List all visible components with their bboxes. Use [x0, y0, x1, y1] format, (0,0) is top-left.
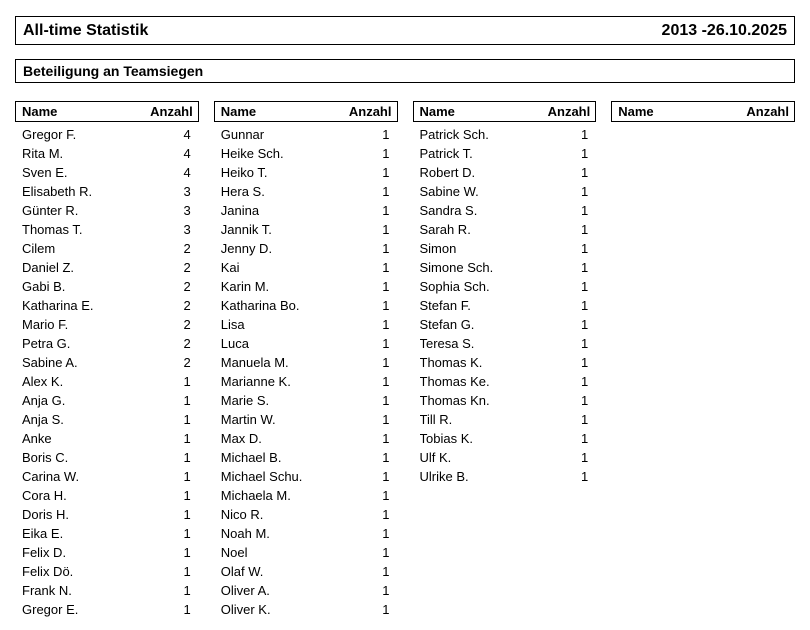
table-row — [413, 372, 597, 391]
row-name: Cilem — [22, 241, 56, 256]
table-row — [413, 410, 597, 429]
row-count: 1 — [382, 260, 390, 275]
table-row — [15, 600, 199, 619]
row-count: 1 — [382, 564, 390, 579]
stats-columns — [15, 101, 795, 619]
row-name: Marianne K. — [220, 374, 291, 389]
row-count: 1 — [382, 355, 390, 370]
row-count: 1 — [382, 469, 390, 484]
row-name: Felix Dö. — [22, 564, 74, 579]
row-count: 1 — [581, 222, 589, 237]
table-row — [214, 372, 398, 391]
row-count: 4 — [183, 127, 191, 142]
row-name: Stefan F. — [419, 298, 471, 313]
row-name: Noah M. — [220, 526, 270, 541]
table-row — [15, 277, 199, 296]
table-row — [15, 372, 199, 391]
row-count: 4 — [183, 146, 191, 161]
table-row — [214, 239, 398, 258]
row-name: Cora H. — [22, 488, 67, 503]
row-name: Alex K. — [22, 374, 64, 389]
row-count: 1 — [382, 526, 390, 541]
row-name: Hera S. — [220, 184, 265, 199]
stats-column-3 — [413, 101, 597, 619]
row-name: Gunnar — [220, 127, 265, 142]
row-count: 1 — [581, 374, 589, 389]
row-name: Eika E. — [22, 526, 64, 541]
table-row — [15, 429, 199, 448]
row-name: Anke — [22, 431, 52, 446]
row-count: 1 — [382, 146, 390, 161]
stats-column-4 — [611, 101, 795, 619]
table-row — [413, 467, 597, 486]
table-row — [15, 467, 199, 486]
table-row — [15, 543, 199, 562]
count-column-header: Anzahl — [547, 104, 591, 119]
row-name: Kai — [220, 260, 240, 275]
row-name: Olaf W. — [220, 564, 264, 579]
table-row — [214, 505, 398, 524]
row-name: Stefan G. — [419, 317, 475, 332]
row-count: 2 — [183, 336, 191, 351]
row-count: 1 — [382, 336, 390, 351]
row-name: Patrick Sch. — [419, 127, 489, 142]
row-count: 4 — [183, 165, 191, 180]
row-name: Anja G. — [22, 393, 66, 408]
column-rows — [214, 125, 398, 619]
row-count: 1 — [183, 393, 191, 408]
table-row — [15, 258, 199, 277]
row-name: Thomas T. — [22, 222, 83, 237]
table-row — [214, 429, 398, 448]
row-count: 1 — [382, 393, 390, 408]
table-row — [15, 315, 199, 334]
stats-column-1 — [15, 101, 199, 619]
row-name: Tobias K. — [419, 431, 473, 446]
table-row — [15, 201, 199, 220]
row-name: Ulrike B. — [419, 469, 469, 484]
row-count: 1 — [581, 431, 589, 446]
row-count: 1 — [183, 602, 191, 617]
table-row — [413, 201, 597, 220]
row-count: 1 — [382, 507, 390, 522]
table-row — [15, 486, 199, 505]
count-column-header: Anzahl — [348, 104, 392, 119]
count-column-header: Anzahl — [746, 104, 789, 119]
row-count: 3 — [183, 203, 191, 218]
row-count: 1 — [183, 545, 191, 560]
row-count: 1 — [382, 241, 390, 256]
table-row — [15, 391, 199, 410]
row-name: Thomas Kn. — [419, 393, 490, 408]
row-count: 1 — [581, 146, 589, 161]
table-row — [413, 353, 597, 372]
row-count: 1 — [183, 450, 191, 465]
row-count: 1 — [581, 450, 589, 465]
row-name: Petra G. — [22, 336, 71, 351]
row-name: Günter R. — [22, 203, 79, 218]
row-name: Oliver A. — [220, 583, 270, 598]
row-count: 1 — [183, 374, 191, 389]
row-name: Simon — [419, 241, 457, 256]
table-row — [15, 410, 199, 429]
table-row — [413, 125, 597, 144]
row-count: 1 — [183, 412, 191, 427]
row-name: Sandra S. — [419, 203, 478, 218]
table-row — [15, 220, 199, 239]
table-row — [214, 524, 398, 543]
table-row — [15, 125, 199, 144]
table-row — [214, 296, 398, 315]
row-name: Michael B. — [220, 450, 282, 465]
row-name: Michael Schu. — [220, 469, 303, 484]
section-title-bar — [15, 59, 795, 83]
row-name: Luca — [220, 336, 249, 351]
row-count: 1 — [382, 431, 390, 446]
table-row — [15, 524, 199, 543]
table-row — [214, 315, 398, 334]
table-row — [413, 315, 597, 334]
row-name: Anja S. — [22, 412, 64, 427]
row-count: 1 — [382, 279, 390, 294]
table-row — [413, 144, 597, 163]
row-count: 1 — [382, 317, 390, 332]
section-title: Beteiligung an Teamsiegen — [23, 63, 204, 79]
name-column-header: Name — [618, 104, 654, 119]
table-row — [214, 144, 398, 163]
table-row — [413, 258, 597, 277]
stats-column-2 — [214, 101, 398, 619]
row-count: 1 — [581, 317, 589, 332]
row-name: Teresa S. — [419, 336, 475, 351]
table-row — [214, 220, 398, 239]
table-row — [15, 163, 199, 182]
column-rows — [413, 125, 597, 486]
row-count: 1 — [382, 298, 390, 313]
row-count: 1 — [581, 355, 589, 370]
row-count: 1 — [183, 526, 191, 541]
table-row — [214, 125, 398, 144]
row-count: 1 — [382, 450, 390, 465]
row-count: 1 — [581, 298, 589, 313]
row-name: Martin W. — [220, 412, 276, 427]
row-count: 2 — [183, 355, 191, 370]
name-column-header: Name — [419, 104, 455, 119]
table-row — [413, 296, 597, 315]
row-name: Till R. — [419, 412, 453, 427]
row-count: 1 — [382, 583, 390, 598]
table-row — [214, 486, 398, 505]
row-name: Doris H. — [22, 507, 69, 522]
table-row — [413, 182, 597, 201]
table-row — [15, 144, 199, 163]
table-row — [214, 277, 398, 296]
row-name: Karin M. — [220, 279, 270, 294]
row-name: Noel — [220, 545, 248, 560]
row-count: 2 — [183, 298, 191, 313]
row-count: 1 — [581, 412, 589, 427]
row-count: 1 — [581, 241, 589, 256]
row-count: 1 — [183, 507, 191, 522]
row-name: Robert D. — [419, 165, 476, 180]
row-count: 1 — [382, 412, 390, 427]
table-row — [15, 353, 199, 372]
table-row — [413, 429, 597, 448]
row-count: 1 — [382, 184, 390, 199]
row-count: 1 — [183, 431, 191, 446]
row-name: Sophia Sch. — [419, 279, 490, 294]
row-name: Sabine W. — [419, 184, 479, 199]
row-name: Jenny D. — [220, 241, 273, 256]
column-rows — [15, 125, 199, 619]
row-name: Katharina E. — [22, 298, 94, 313]
row-name: Thomas Ke. — [419, 374, 490, 389]
row-name: Gabi B. — [22, 279, 66, 294]
column-header — [15, 101, 199, 122]
row-count: 1 — [581, 260, 589, 275]
row-count: 1 — [382, 222, 390, 237]
row-name: Boris C. — [22, 450, 69, 465]
row-name: Felix D. — [22, 545, 67, 560]
row-count: 1 — [183, 564, 191, 579]
row-name: Katharina Bo. — [220, 298, 300, 313]
row-name: Gregor E. — [22, 602, 79, 617]
row-name: Daniel Z. — [22, 260, 75, 275]
date-range: 2013 -26.10.2025 — [661, 21, 787, 39]
row-name: Simone Sch. — [419, 260, 494, 275]
row-count: 1 — [581, 127, 589, 142]
table-row — [15, 448, 199, 467]
column-header — [214, 101, 398, 122]
row-count: 1 — [382, 203, 390, 218]
row-count: 1 — [382, 127, 390, 142]
row-count: 2 — [183, 279, 191, 294]
row-count: 1 — [183, 583, 191, 598]
table-row — [214, 163, 398, 182]
row-count: 1 — [382, 602, 390, 617]
row-count: 1 — [382, 165, 390, 180]
table-row — [214, 562, 398, 581]
column-header — [413, 101, 597, 122]
row-count: 1 — [382, 488, 390, 503]
table-row — [413, 220, 597, 239]
row-name: Sarah R. — [419, 222, 471, 237]
table-row — [15, 239, 199, 258]
table-row — [214, 543, 398, 562]
row-name: Nico R. — [220, 507, 264, 522]
row-count: 1 — [581, 279, 589, 294]
name-column-header: Name — [220, 104, 257, 119]
row-name: Oliver K. — [220, 602, 271, 617]
row-name: Manuela M. — [220, 355, 289, 370]
row-count: 1 — [581, 469, 589, 484]
row-count: 1 — [382, 374, 390, 389]
row-name: Michaela M. — [220, 488, 291, 503]
row-name: Janina — [220, 203, 260, 218]
row-name: Carina W. — [22, 469, 80, 484]
table-row — [15, 505, 199, 524]
row-name: Ulf K. — [419, 450, 452, 465]
row-name: Max D. — [220, 431, 262, 446]
row-count: 1 — [183, 469, 191, 484]
row-count: 1 — [183, 488, 191, 503]
table-row — [15, 296, 199, 315]
row-name: Gregor F. — [22, 127, 77, 142]
table-row — [214, 581, 398, 600]
row-count: 1 — [581, 203, 589, 218]
row-name: Marie S. — [220, 393, 270, 408]
table-row — [413, 391, 597, 410]
row-name: Sven E. — [22, 165, 68, 180]
row-count: 2 — [183, 317, 191, 332]
table-row — [214, 410, 398, 429]
row-count: 2 — [183, 241, 191, 256]
table-row — [15, 334, 199, 353]
row-count: 3 — [183, 184, 191, 199]
row-name: Sabine A. — [22, 355, 78, 370]
table-row — [15, 581, 199, 600]
table-row — [214, 391, 398, 410]
row-name: Elisabeth R. — [22, 184, 93, 199]
name-column-header: Name — [22, 104, 58, 119]
row-name: Heike Sch. — [220, 146, 284, 161]
table-row — [214, 467, 398, 486]
row-count: 2 — [183, 260, 191, 275]
table-row — [214, 201, 398, 220]
row-count: 1 — [382, 545, 390, 560]
row-name: Rita M. — [22, 146, 64, 161]
row-count: 1 — [581, 184, 589, 199]
row-name: Jannik T. — [220, 222, 272, 237]
row-count: 3 — [183, 222, 191, 237]
row-count: 1 — [581, 393, 589, 408]
page-header — [15, 16, 795, 45]
row-name: Lisa — [220, 317, 245, 332]
row-count: 1 — [581, 165, 589, 180]
table-row — [214, 600, 398, 619]
table-row — [214, 334, 398, 353]
table-row — [214, 448, 398, 467]
table-row — [15, 562, 199, 581]
table-row — [214, 353, 398, 372]
table-row — [413, 239, 597, 258]
row-name: Patrick T. — [419, 146, 473, 161]
table-row — [413, 334, 597, 353]
row-name: Thomas K. — [419, 355, 483, 370]
table-row — [413, 448, 597, 467]
row-name: Frank N. — [22, 583, 72, 598]
column-header — [611, 101, 795, 122]
count-column-header: Anzahl — [150, 104, 193, 119]
table-row — [214, 182, 398, 201]
row-name: Heiko T. — [220, 165, 268, 180]
row-count: 1 — [581, 336, 589, 351]
table-row — [15, 182, 199, 201]
page-title: All-time Statistik — [23, 21, 149, 39]
row-name: Mario F. — [22, 317, 69, 332]
table-row — [413, 163, 597, 182]
table-row — [214, 258, 398, 277]
table-row — [413, 277, 597, 296]
